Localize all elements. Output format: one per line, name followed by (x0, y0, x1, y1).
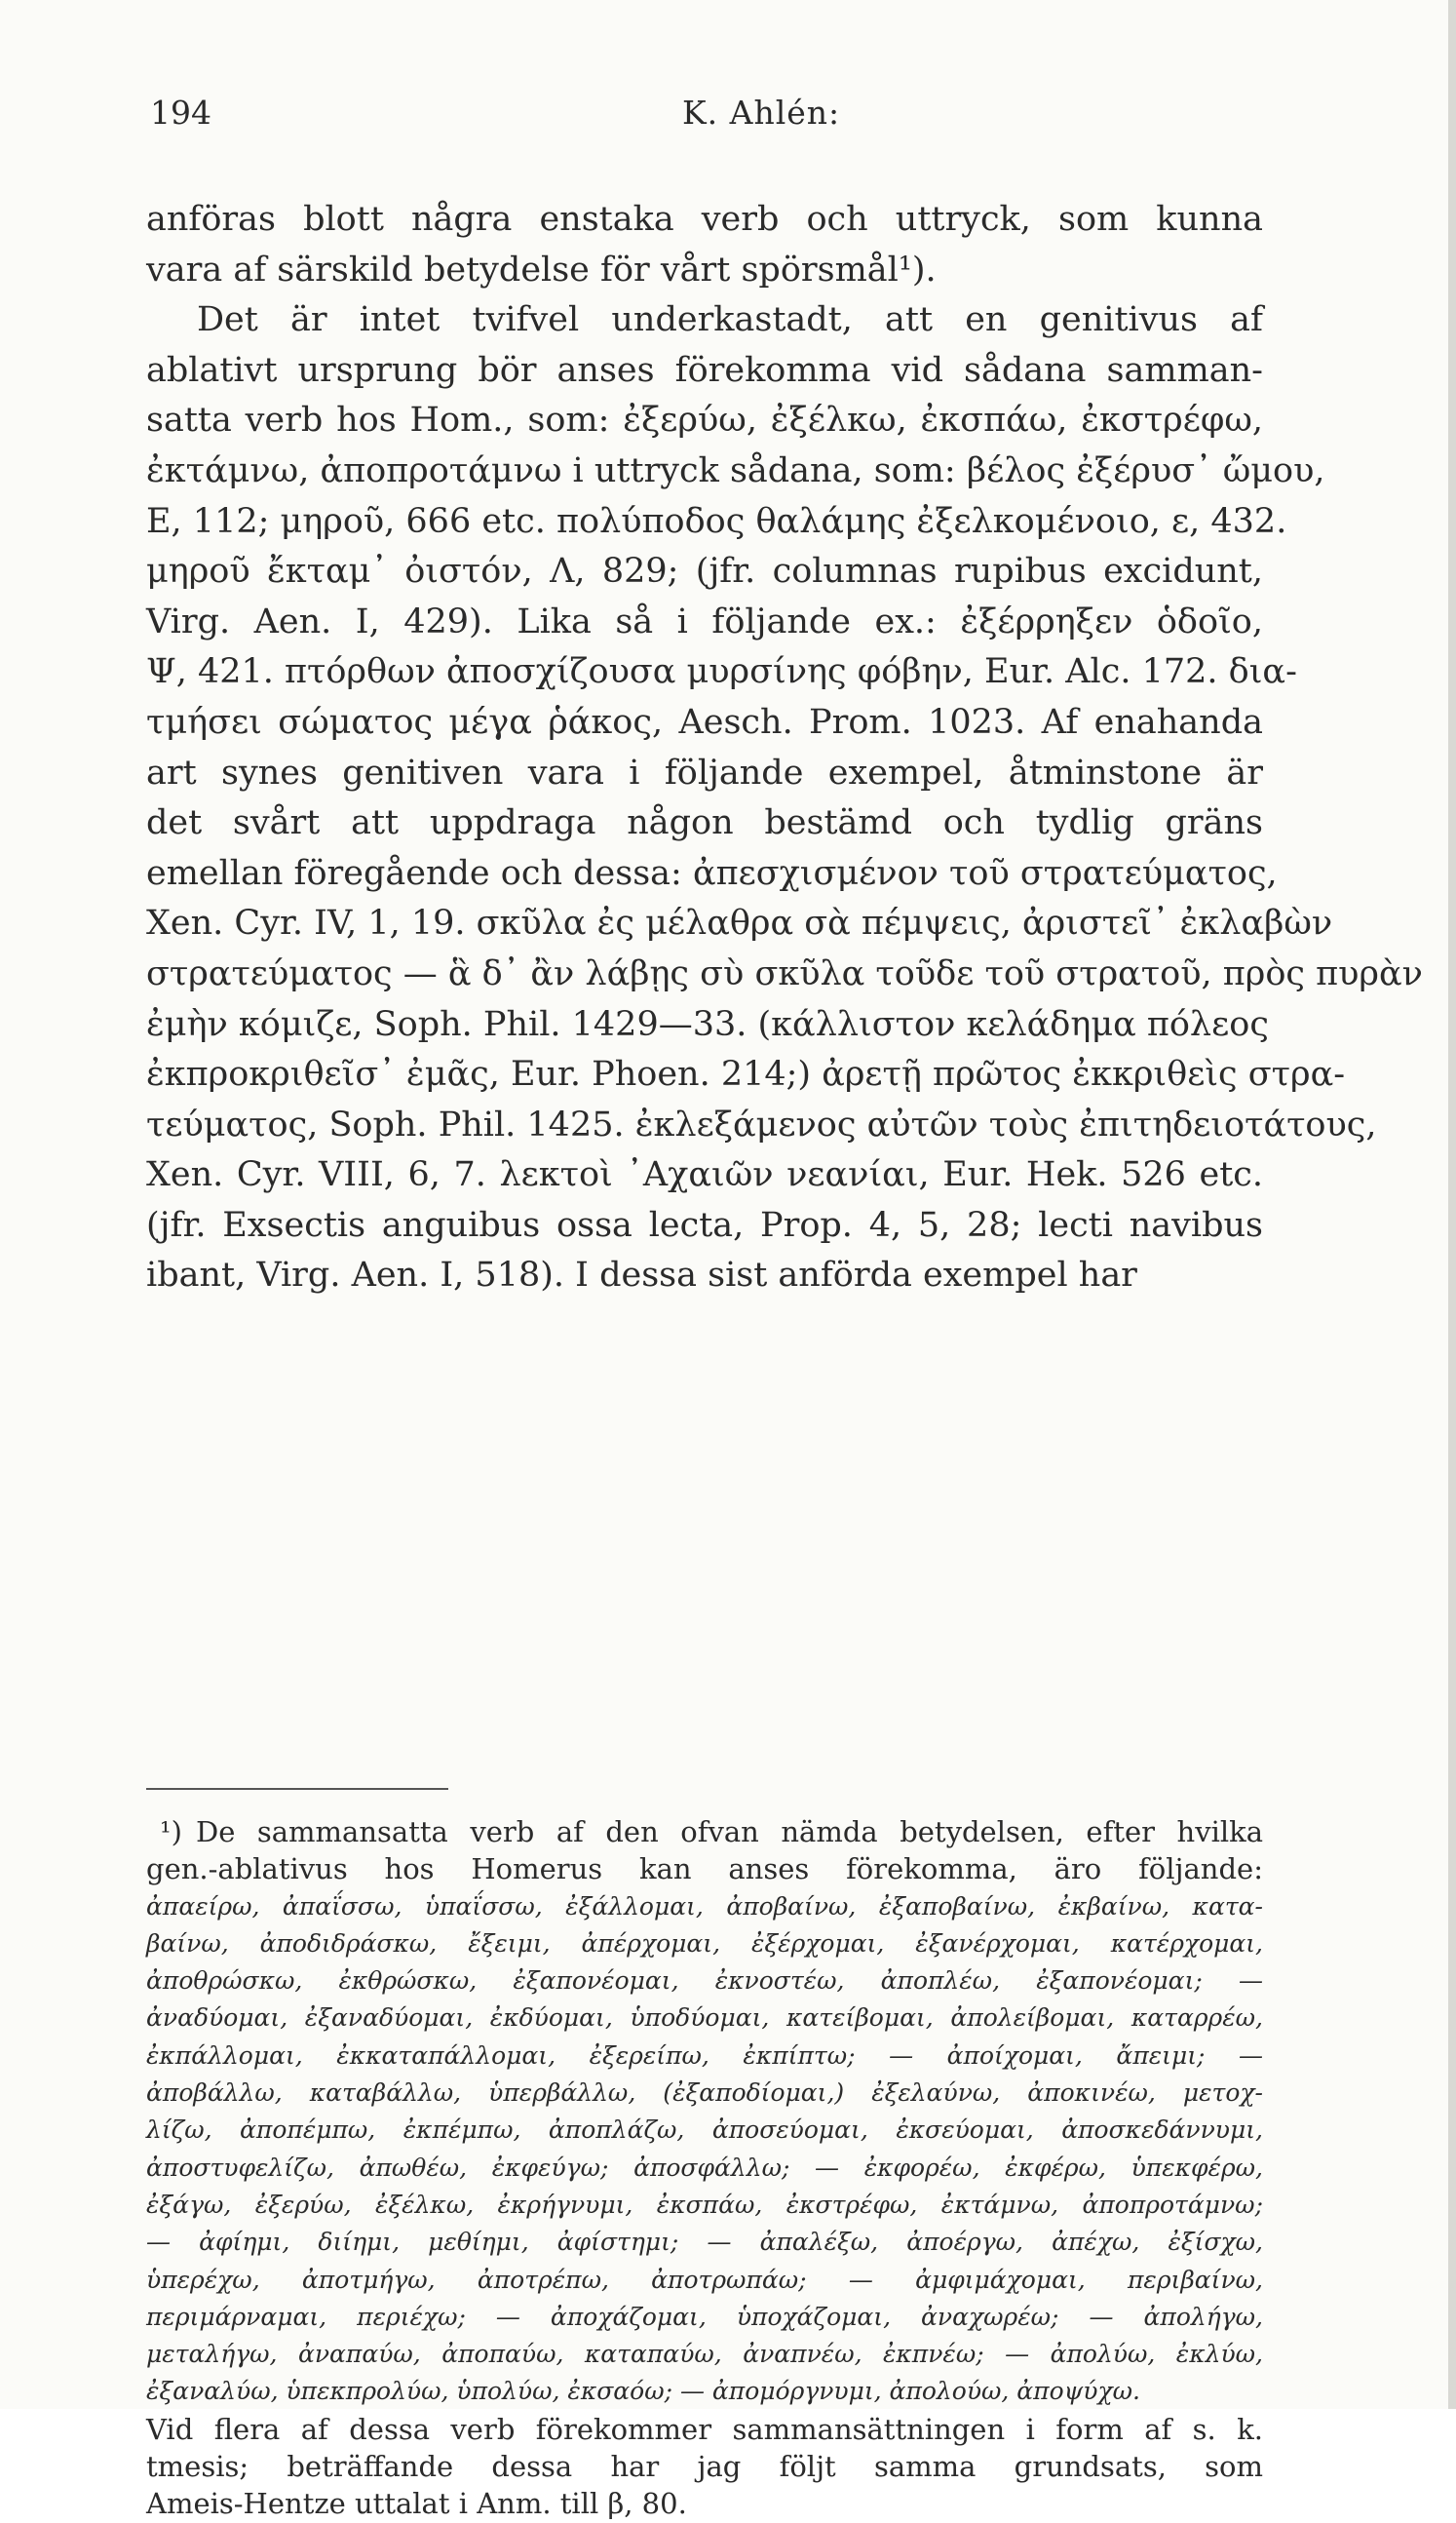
text-line: ibant, Virg. Aen. I, 518). I dessa sist anförda exempel har (146, 1256, 1137, 1296)
text-line: Det är intet tvifvel underkastadt, att en genitivus af (197, 300, 1263, 340)
footnote-line: ἀποστυφελίζω, ἀπωθέω, ἐκφεύγω; ἀποσφάλλω; — ἐκφορέω, ἐκφέρω, ὑπεκφέρω, (146, 2153, 1263, 2182)
footnote-line: ἐξαναλύω, ὑπεκπρολύω, ὑπολύω, ἐκσαόω; — ἀπομόργνυμι, ἀπολούω, ἀποψύχω. (146, 2377, 1140, 2406)
text-line: emellan föregående och dessa: ἀπεσχισμένον τοῦ στρατεύματος, (146, 853, 1278, 893)
footnote-line: μεταλήγω, ἀναπαύω, ἀποπαύω, καταπαύω, ἀναπνέω, ἐκπνέω; — ἀπολύω, ἐκλύω, (146, 2340, 1263, 2369)
text-line: ἐκπροκριθεῖσ᾽ ἐμᾶς, Eur. Phoen. 214;) ἀρετῇ πρῶτος ἐκκριθεὶς στρα- (146, 1055, 1346, 1095)
text-line: Xen. Cyr. VIII, 6, 7. λεκτοὶ ᾽Αχαιῶν νεανίαι, Eur. Hek. 526 etc. (146, 1155, 1263, 1195)
running-head-author: K. Ahlén: (682, 94, 841, 132)
footnote-line: Ameis-Hentze uttalat i Anm. till β, 80. (146, 2487, 687, 2521)
page-edge-shadow (1448, 0, 1456, 2409)
footnote-line: βαίνω, ἀποδιδράσκω, ἔξειμι, ἀπέρχομαι, ἐξέρχομαι, ἐξανέρχομαι, κατέρχομαι, (146, 1928, 1263, 1958)
footnote-line: ἀποβάλλω, καταβάλλω, ὑπερβάλλω, (ἐξαποδίομαι,) ἐξελαύνω, ἀποκινέω, μετοχ- (146, 2078, 1263, 2108)
text-line: τεύματος, Soph. Phil. 1425. ἐκλεξάμενος αὐτῶν τοὺς ἐπιτηδειοτάτους, (146, 1105, 1377, 1145)
text-line: ablativt ursprung bör anses förekomma vid sådana samman- (146, 350, 1263, 390)
footnote-line: tmesis; beträffande dessa har jag följt samma grundsats, som (146, 2450, 1263, 2484)
footnote-line: λίζω, ἀποπέμπω, ἐκπέμπω, ἀποπλάζω, ἀποσεύομαι, ἐκσεύομαι, ἀποσκεδάννυμι, (146, 2115, 1263, 2145)
page-number: 194 (150, 94, 211, 132)
footnote (146, 1813, 1263, 2523)
text-line: στρατεύματος — ἃ δ᾽ ἂν λάβῃς σὺ σκῦλα τοῦδε τοῦ στρατοῦ, πρὸς πυρὰν (146, 953, 1423, 993)
text-line: anföras blott några enstaka verb och uttryck, som kunna (146, 200, 1263, 239)
text-line: satta verb hos Hom., som: ἐξερύω, ἐξέλκω, ἐκσπάω, ἐκστρέφω, (146, 401, 1263, 441)
footnote-line: gen.-ablativus hos Homerus kan anses förekomma, äro följande: (146, 1852, 1263, 1886)
text-line: Virg. Aen. I, 429). Lika så i följande ex.: ἐξέρρηξεν ὁδοῖο, (146, 602, 1263, 641)
text-line: ἐκτάμνω, ἀποπροτάμνω i uttryck sådana, som: βέλος ἐξέρυσ᾽ ὤμου, (146, 450, 1325, 490)
text-line: τμήσει σώματος μέγα ῥάκος, Aesch. Prom. 1023. Af enahanda (146, 702, 1263, 742)
running-head (136, 94, 1271, 142)
footnote-line: — ἀφίημι, διίημι, μεθίημι, ἀφίστημι; — ἀπαλέξω, ἀποέργω, ἀπέχω, ἐξίσχω, (146, 2228, 1263, 2257)
text-line: art synes genitiven vara i följande exempel, åtminstone är (146, 753, 1263, 793)
text-line: det svårt att uppdraga någon bestämd och tydlig gräns (146, 803, 1263, 843)
text-line: vara af särskild betydelse för vårt spörsmål¹). (146, 250, 937, 290)
footnote-line: ἐξάγω, ἐξερύω, ἐξέλκω, ἐκρήγνυμι, ἐκσπάω, ἐκστρέφω, ἐκτάμνω, ἀποπροτάμνω; (146, 2190, 1263, 2219)
footnote-divider (146, 1788, 448, 1790)
text-line: (jfr. Exsectis anguibus ossa lecta, Prop. 4, 5, 28; lecti navibus (146, 1205, 1263, 1245)
text-line: ἐμὴν κόμιζε, Soph. Phil. 1429—33. (κάλλιστον κελάδημα πόλεος (146, 1004, 1269, 1044)
footnote-line: περιμάρναμαι, περιέχω; — ἀποχάζομαι, ὑποχάζομαι, ἀναχωρέω; — ἀπολήγω, (146, 2302, 1263, 2331)
footnote-marker: ¹) (160, 1815, 182, 1848)
footnote-line: ἐκπάλλομαι, ἐκκαταπάλλομαι, ἐξερείπω, ἐκπίπτω; — ἀποίχομαι, ἄπειμι; — (146, 2040, 1263, 2070)
text-line: Ε, 112; μηροῦ, 666 etc. πολύποδος θαλάμης ἐξελκομένοιο, ε, 432. (146, 501, 1287, 541)
footnote-line: ἀναδύομαι, ἐξαναδύομαι, ἐκδύομαι, ὑποδύομαι, κατείβομαι, ἀπολείβομαι, καταρρέω, (146, 2003, 1263, 2033)
footnote-line: ἀπαείρω, ἀπαΐσσω, ὑπαΐσσω, ἐξάλλομαι, ἀποβαίνω, ἐξαποβαίνω, ἐκβαίνω, κατα- (146, 1891, 1263, 1921)
text-line: Ψ, 421. πτόρθων ἀποσχίζουσα μυρσίνης φόβην, Eur. Alc. 172. δια- (146, 652, 1297, 692)
text-line: μηροῦ ἔκταμ᾽ ὀιστόν, Λ, 829; (jfr. columnas rupibus excidunt, (146, 552, 1263, 592)
main-text (146, 195, 1423, 1301)
footnote-line (146, 1813, 1263, 1850)
footnote-line: ἀποθρώσκω, ἐκθρώσκω, ἐξαπονέομαι, ἐκνοστέω, ἀποπλέω, ἐξαπονέομαι; — (146, 1966, 1263, 1996)
footnote-line-text: De sammansatta verb af den ofvan nämda betydelsen, efter hvilka (195, 1815, 1263, 1848)
footnote-line: ὑπερέχω, ἀποτμήγω, ἀποτρέπω, ἀποτρωπάω; — ἀμφιμάχομαι, περιβαίνω, (146, 2265, 1263, 2294)
text-line: Xen. Cyr. IV, 1, 19. σκῦλα ἐς μέλαθρα σὰ πέμψεις, ἀριστεῖ᾽ ἐκλαβὼν (146, 904, 1333, 944)
footnote-line: Vid flera af dessa verb förekommer sammansättningen i form af s. k. (146, 2412, 1263, 2446)
